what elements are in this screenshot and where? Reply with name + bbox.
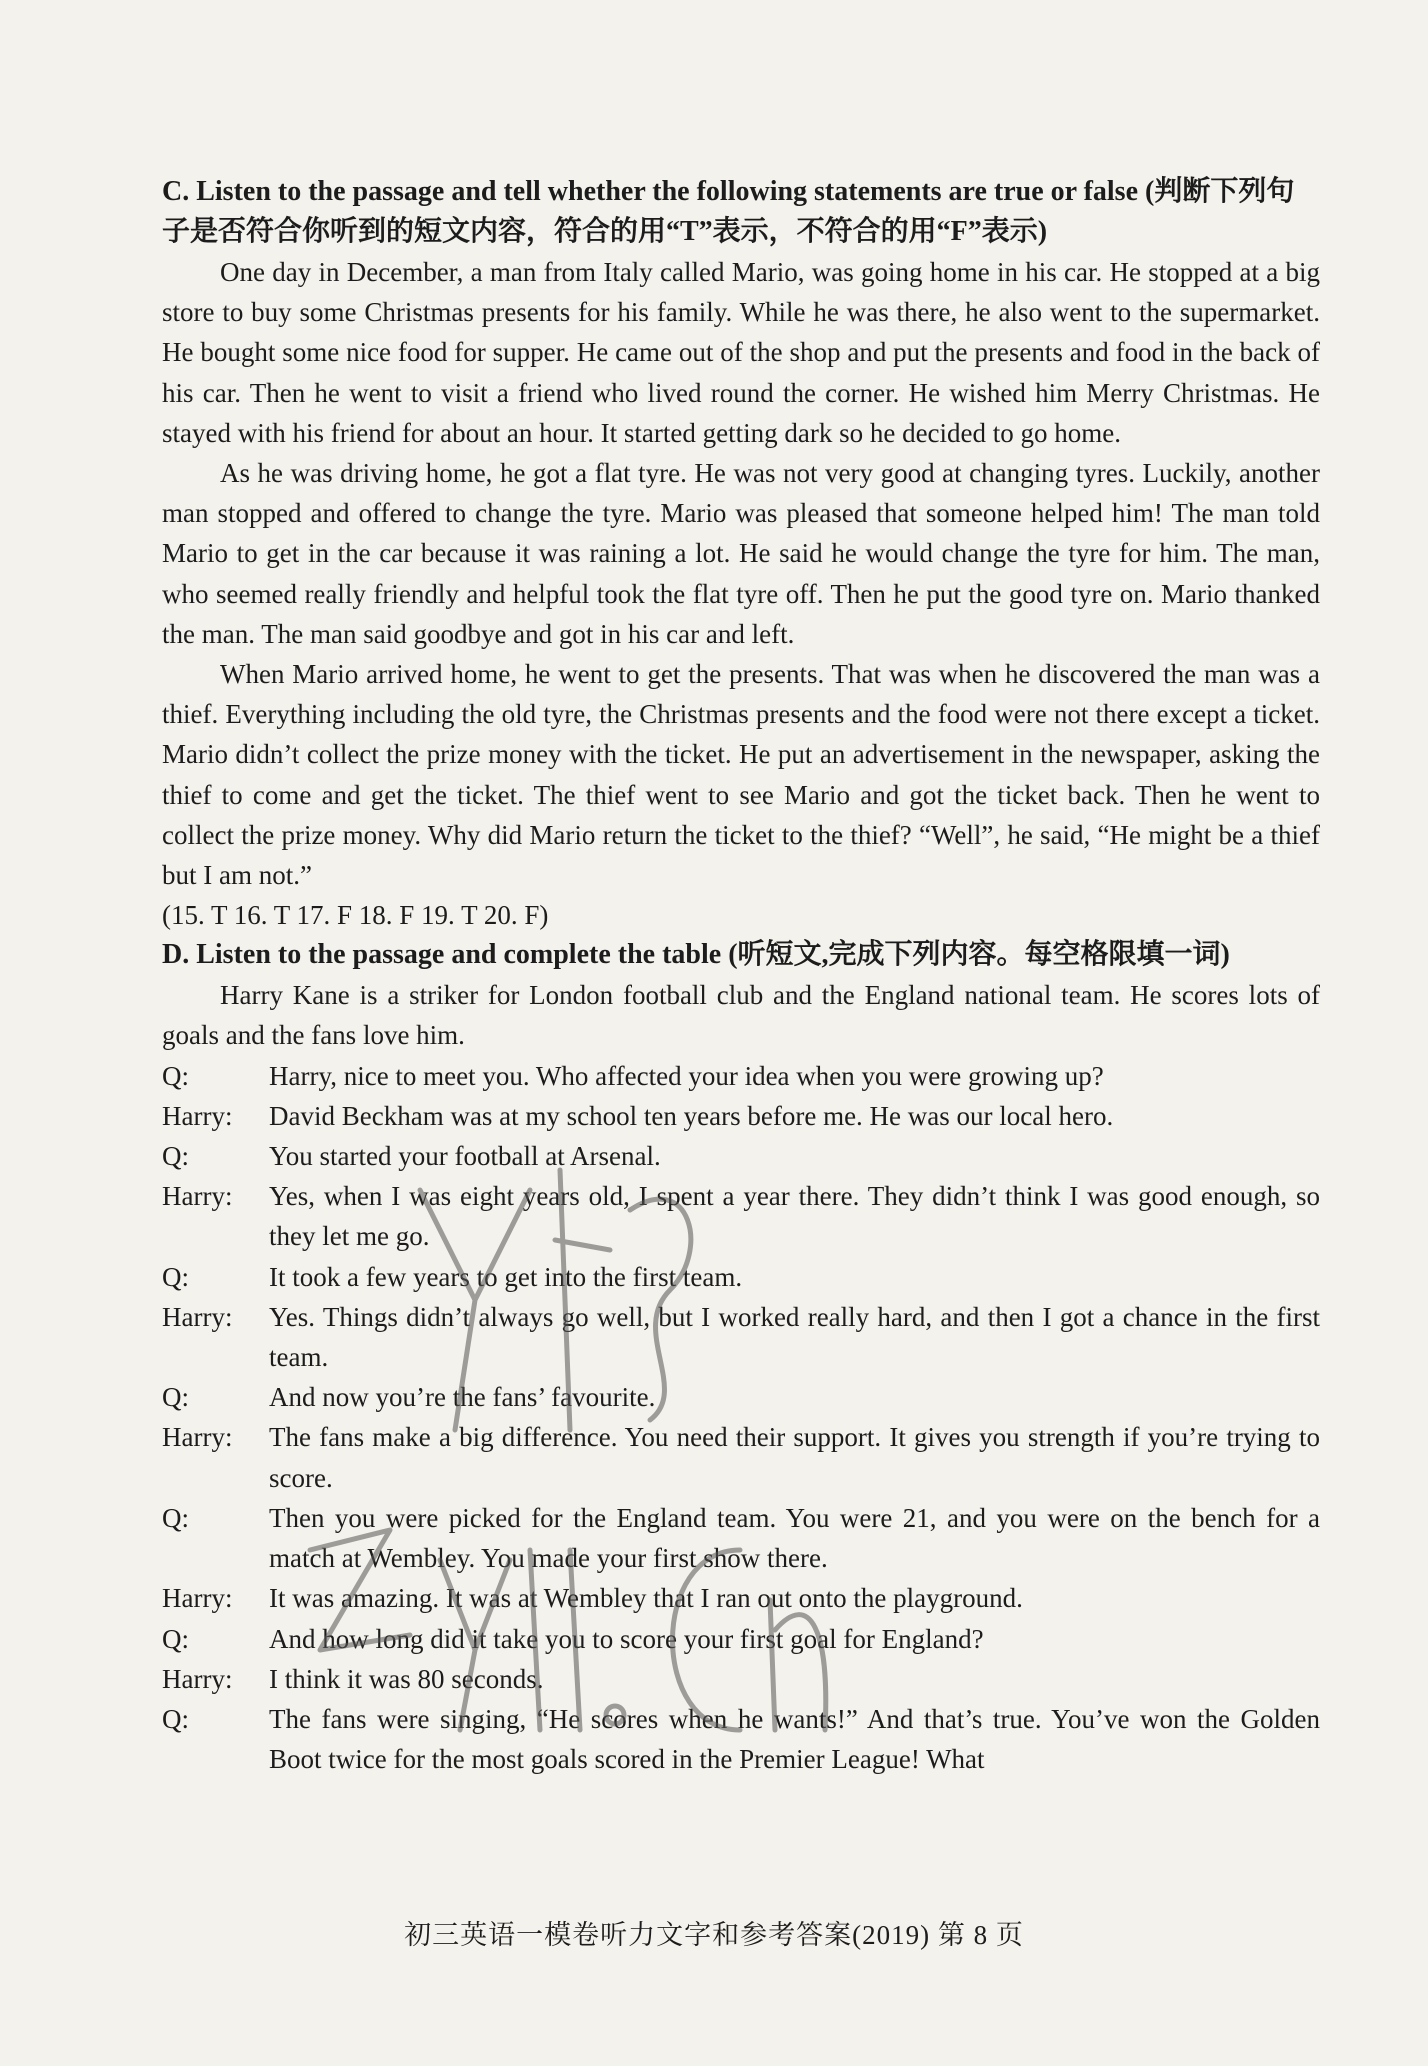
dialog-turn — [162, 1578, 1320, 1618]
speaker-label: Harry: — [162, 1181, 233, 1212]
speech-text: Yes, when I was eight years old, I spent a year there. They didn’t think I was good enough, so they let me go. — [269, 1181, 1320, 1252]
speech-text: And how long did it take you to score your first goal for England? — [269, 1623, 984, 1654]
speech-text: I think it was 80 seconds. — [269, 1663, 544, 1694]
dialog-turn — [162, 1056, 1320, 1096]
speaker-label: Harry: — [162, 1301, 233, 1332]
section-d-heading — [162, 935, 1320, 975]
dialog-turn — [162, 1176, 1320, 1256]
section-c — [162, 172, 1320, 935]
speaker-label: Harry: — [162, 1583, 233, 1614]
section-d — [162, 935, 1320, 1779]
speech-text: The fans were singing, “He scores when he wants!” And that’s true. You’ve won the Golden Boot twice for the most goals scored in the Premier League! What — [269, 1703, 1320, 1775]
dialog-turn — [162, 1699, 1320, 1779]
section-c-paragraph: When Mario arrived home, he went to get the presents. That was when he discovered the man was a thief. Everything including the old tyre, the Christmas presents and the food were not there except a ticket. Mario didn’t collect the prize money with the ticket. He put an advertisement in the newspaper, asking the thief to come and get the ticket. The thief went to see Mario and got the ticket back. Then he went to collect the prize money. Why did Mario return the ticket to the thief? “Well”, he said, “He might be a thief but I am not.” — [162, 659, 1320, 891]
speech-text: It took a few years to get into the first team. — [269, 1261, 743, 1292]
section-d-heading-en: D. Listen to the passage and complete the table — [162, 939, 722, 971]
dialog-turn — [162, 1297, 1320, 1377]
speech-text: And now you’re the fans’ favourite. — [269, 1382, 656, 1413]
speaker-label: Q: — [162, 1703, 189, 1734]
section-c-paragraph: One day in December, a man from Italy called Mario, was going home in his car. He stopped at a big store to buy some Christmas presents for his family. While he was there, he also went to the supermarket. He bought some nice food for supper. He came out of the shop and put the presents and food in the back of his car. Then he went to visit a friend who lived round the corner. He wished him Merry Christmas. He stayed with his friend for about an hour. It started getting dark so he decided to go home. — [162, 257, 1320, 448]
dialog-turn — [162, 1377, 1320, 1417]
section-c-paragraph: As he was driving home, he got a flat tyre. He was not very good at changing tyres. Luckily, another man stopped and offered to change the tyre. Mario was pleased that someone helped him! The man told Mario to get in the car because it was raining a lot. He said he would change the tyre for him. The man, who seemed really friendly and helpful took the flat tyre off. Then he put the good tyre on. Mario thanked the man. The man said goodbye and got in his car and left. — [162, 458, 1320, 649]
interview-dialog — [162, 1056, 1320, 1780]
speaker-label: Q: — [162, 1060, 189, 1091]
speech-text: The fans make a big difference. You need their support. It gives you strength if you’re trying to score. — [269, 1422, 1320, 1493]
dialog-turn — [162, 1417, 1320, 1497]
section-d-intro: Harry Kane is a striker for London football club and the England national team. He scores lots of goals and the fans love him. — [162, 980, 1320, 1051]
speech-text: Then you were picked for the England team. You were 21, and you were on the bench for a match at Wembley. You made your first show there. — [269, 1502, 1320, 1574]
speech-text: It was amazing. It was at Wembley that I ran out onto the playground. — [269, 1583, 1023, 1614]
speaker-label: Q: — [162, 1261, 189, 1292]
speaker-label: Harry: — [162, 1422, 233, 1453]
speech-text: Yes. Things didn’t always go well, but I worked really hard, and then I got a chance in the first team. — [269, 1301, 1320, 1373]
section-c-heading-cn: (判断下列句子是否符合你听到的短文内容，符合的用“T”表示，不符合的用“F”表示) — [162, 176, 1295, 247]
section-d-heading-cn: (听短文,完成下列内容。每空格限填一词) — [728, 939, 1230, 971]
dialog-turn — [162, 1498, 1320, 1578]
speech-text: You started your football at Arsenal. — [269, 1141, 661, 1172]
dialog-turn — [162, 1096, 1320, 1136]
speech-text: David Beckham was at my school ten years before me. He was our local hero. — [269, 1100, 1114, 1131]
section-c-heading — [162, 172, 1320, 252]
dialog-turn — [162, 1136, 1320, 1176]
section-c-answers: (15. T 16. T 17. F 18. F 19. T 20. F) — [162, 900, 549, 931]
speaker-label: Q: — [162, 1141, 189, 1172]
speaker-label: Q: — [162, 1382, 189, 1413]
speaker-label: Q: — [162, 1623, 189, 1654]
dialog-turn — [162, 1257, 1320, 1297]
dialog-turn — [162, 1619, 1320, 1659]
dialog-turn — [162, 1659, 1320, 1699]
speaker-label: Q: — [162, 1502, 189, 1533]
section-c-heading-en: C. Listen to the passage and tell whether the following statements are true or false — [162, 176, 1139, 207]
speech-text: Harry, nice to meet you. Who affected your idea when you were growing up? — [269, 1060, 1104, 1091]
speaker-label: Harry: — [162, 1100, 233, 1131]
page-footer: 初三英语一模卷听力文字和参考答案(2019) 第 8 页 — [404, 1920, 1024, 1950]
speaker-label: Harry: — [162, 1663, 233, 1694]
